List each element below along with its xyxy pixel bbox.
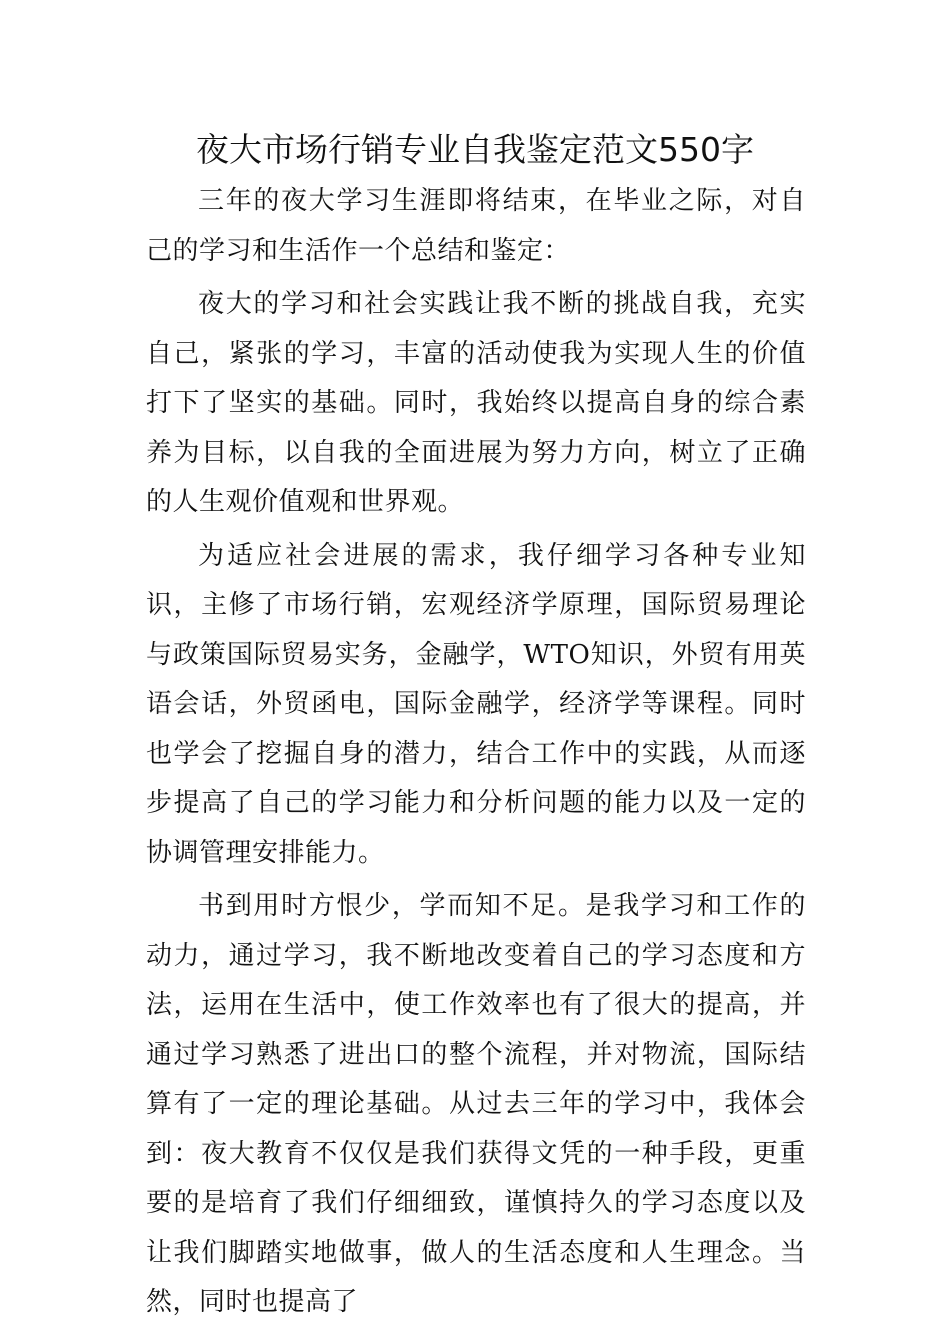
paragraph-courses: 为适应社会进展的需求，我仔细学习各种专业知识，主修了市场行销，宏观经济学原理，国际贸易理论与政策国际贸易实务，金融学，WTO知识，外贸有用英语会话，外贸函电，国际金融学，经济学等课程。同时也学会了挖掘自身的潜力，结合工作中的实践，从而逐步提高了自己的学习能力和分析问题的能力以及一定的协调管理安排能力。 bbox=[146, 540, 806, 868]
document-body bbox=[146, 177, 806, 1328]
paragraph-reflection: 书到用时方恨少，学而知不足。是我学习和工作的动力，通过学习，我不断地改变着自己的学习态度和方法，运用在生活中，使工作效率也有了很大的提高，并通过学习熟悉了进出口的整个流程，并对物流，国际结算有了一定的理论基础。从过去三年的学习中，我体会到：夜大教育不仅仅是我们获得文凭的一种手段，更重要的是培育了我们仔细细致，谨慎持久的学习态度以及让我们脚踏实地做事，做人的生活态度和人生理念。当然，同时也提高了 bbox=[146, 891, 806, 1317]
paragraph-practice: 夜大的学习和社会实践让我不断的挑战自我，充实自己，紧张的学习，丰富的活动使我为实现人生的价值打下了坚实的基础。同时，我始终以提高自身的综合素养为目标，以自我的全面进展为努力方向，树立了正确的人生观价值观和世界观。 bbox=[146, 289, 806, 517]
document-title: 夜大市场行销专业自我鉴定范文550字 bbox=[196, 130, 754, 169]
paragraph-intro: 三年的夜大学习生涯即将结束，在毕业之际，对自己的学习和生活作一个总结和鉴定： bbox=[146, 186, 806, 266]
